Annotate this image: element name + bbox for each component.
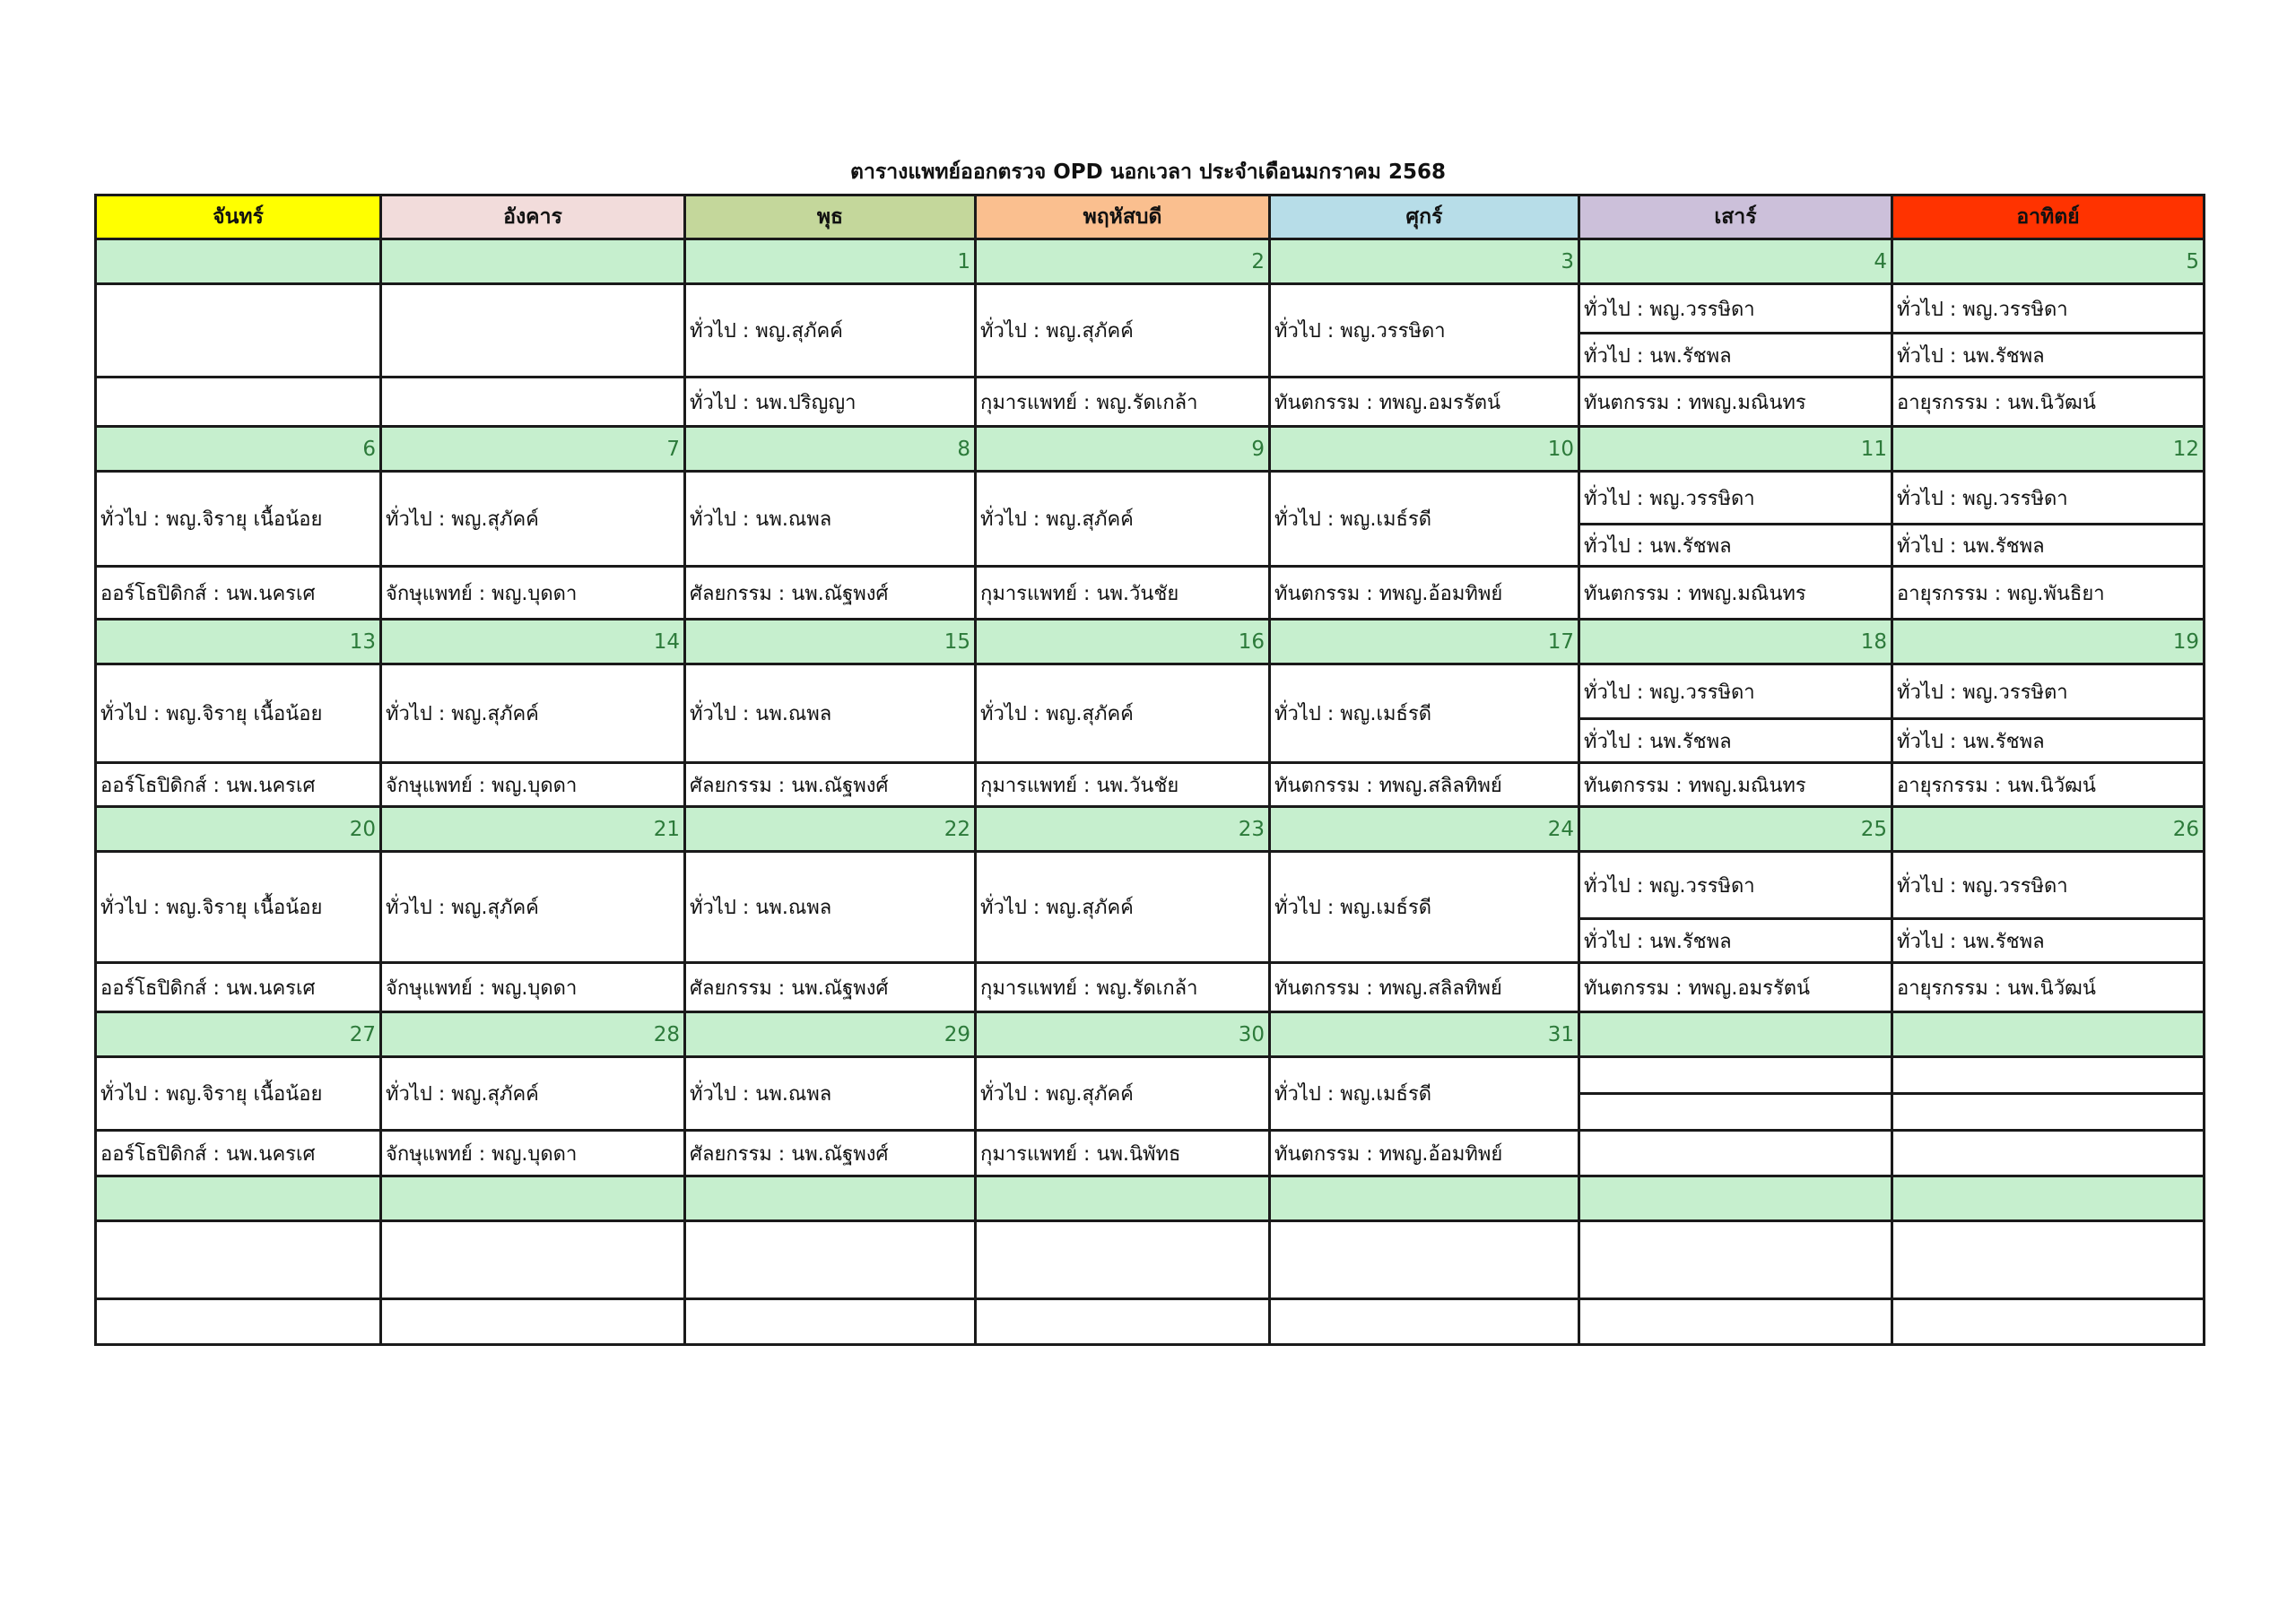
date-cell: 17 [1270,620,1579,664]
specialist-doctor-cell: ทันตกรรม : ทพญ.อมรรัตน์ [1270,378,1579,427]
date-cell: 10 [1270,427,1579,472]
weekend-doctor-cell: ทั่วไป : นพ.รัชพล [1892,525,2205,567]
specialist-doctor-cell: ทันตกรรม : ทพญ.อ้อมทิพย์ [1270,1131,1579,1176]
general-doctor-cell: ทั่วไป : พญ.จิรายุ เนื้อน้อย [96,472,381,567]
specialist-doctor-cell: จักษุแพทย์ : พญ.บุดดา [381,1131,685,1176]
empty-cell [976,1176,1270,1221]
weekend-doctor-cell: ทั่วไป : นพ.รัชพล [1579,334,1892,378]
general-doctor-cell: ทั่วไป : พญ.สุภัคค์ [381,472,685,567]
specialist-doctor-cell: ทันตกรรม : ทพญ.มณินทร [1579,378,1892,427]
date-cell: 4 [1579,239,1892,284]
schedule-table [94,194,2205,1346]
specialist-doctor-cell [96,378,381,427]
weekend-doctor-cell: ทั่วไป : นพ.รัชพล [1579,719,1892,763]
date-row [96,1012,2205,1057]
general-row [96,1057,2205,1094]
date-cell: 14 [381,620,685,664]
specialist-doctor-cell: ทันตกรรม : ทพญ.สลิลทิพย์ [1270,763,1579,807]
general-doctor-cell: ทั่วไป : นพ.ณพล [685,664,976,763]
general-doctor-cell: ทั่วไป : พญ.เมธ์รดี [1270,852,1579,963]
specialist-doctor-cell: ศัลยกรรม : นพ.ณัฐพงศ์ [685,763,976,807]
date-cell [381,239,685,284]
specialist-row [96,763,2205,807]
date-cell: 11 [1579,427,1892,472]
date-cell: 6 [96,427,381,472]
general-doctor-cell: ทั่วไป : พญ.สุภัคค์ [685,284,976,378]
general-doctor-cell: ทั่วไป : พญ.สุภัคค์ [976,472,1270,567]
specialist-doctor-cell: ออร์โธปิดิกส์ : นพ.นครเศ [96,763,381,807]
weekend-doctor-cell [1892,1094,2205,1131]
date-cell [96,239,381,284]
empty-cell [1579,1299,1892,1345]
weekend-doctor-cell [1579,1094,1892,1131]
specialist-doctor-cell: ออร์โธปิดิกส์ : นพ.นครเศ [96,567,381,620]
page-title: ตารางแพทย์ออกตรวจ OPD นอกเวลา ประจำเดือนมกราคม 2568 [850,161,1446,184]
weekend-doctor-cell: ทั่วไป : พญ.วรรษิดา [1579,664,1892,719]
weekday-header: จันทร์ [96,195,381,239]
specialist-doctor-cell: ทั่วไป : นพ.ปริญญา [685,378,976,427]
empty-cell [685,1299,976,1345]
empty-row [96,1221,2205,1299]
specialist-doctor-cell: ทันตกรรม : ทพญ.มณินทร [1579,763,1892,807]
weekday-header: อังคาร [381,195,685,239]
general-doctor-cell: ทั่วไป : พญ.สุภัคค์ [976,284,1270,378]
date-cell: 21 [381,807,685,852]
empty-cell [96,1221,381,1299]
date-row [96,239,2205,284]
general-row [96,852,2205,919]
general-doctor-cell: ทั่วไป : พญ.สุภัคค์ [976,852,1270,963]
specialist-doctor-cell: ทันตกรรม : ทพญ.สลิลทิพย์ [1270,963,1579,1012]
empty-cell [976,1221,1270,1299]
general-doctor-cell: ทั่วไป : พญ.สุภัคค์ [976,1057,1270,1131]
date-cell: 20 [96,807,381,852]
specialist-row [96,378,2205,427]
date-cell: 26 [1892,807,2205,852]
date-row [96,427,2205,472]
date-cell: 31 [1270,1012,1579,1057]
specialist-doctor-cell: ทันตกรรม : ทพญ.อ้อมทิพย์ [1270,567,1579,620]
specialist-doctor-cell [1579,1131,1892,1176]
specialist-doctor-cell: จักษุแพทย์ : พญ.บุดดา [381,763,685,807]
empty-cell [381,1176,685,1221]
date-cell: 23 [976,807,1270,852]
specialist-doctor-cell: ทันตกรรม : ทพญ.อมรรัตน์ [1579,963,1892,1012]
date-cell: 12 [1892,427,2205,472]
specialist-row [96,1131,2205,1176]
date-cell: 2 [976,239,1270,284]
specialist-row [96,567,2205,620]
date-cell [1892,1012,2205,1057]
specialist-doctor-cell: ทันตกรรม : ทพญ.มณินทร [1579,567,1892,620]
general-doctor-cell: ทั่วไป : พญ.สุภัคค์ [976,664,1270,763]
weekend-doctor-cell: ทั่วไป : นพ.รัชพล [1579,919,1892,963]
empty-cell [1579,1176,1892,1221]
empty-cell [685,1176,976,1221]
date-cell: 30 [976,1012,1270,1057]
empty-cell [1270,1176,1579,1221]
specialist-doctor-cell: ศัลยกรรม : นพ.ณัฐพงศ์ [685,1131,976,1176]
empty-date-row [96,1176,2205,1221]
empty-cell [1270,1299,1579,1345]
general-doctor-cell [96,284,381,378]
weekend-doctor-cell: ทั่วไป : พญ.วรรษิดา [1892,852,2205,919]
weekday-header: พฤหัสบดี [976,195,1270,239]
empty-cell [96,1299,381,1345]
general-doctor-cell: ทั่วไป : นพ.ณพล [685,852,976,963]
date-cell [1579,1012,1892,1057]
specialist-doctor-cell [381,378,685,427]
general-doctor-cell: ทั่วไป : พญ.จิรายุ เนื้อน้อย [96,1057,381,1131]
specialist-doctor-cell: จักษุแพทย์ : พญ.บุดดา [381,963,685,1012]
general-doctor-cell: ทั่วไป : นพ.ณพล [685,1057,976,1131]
weekend-doctor-cell: ทั่วไป : พญ.วรรษิตา [1892,664,2205,719]
specialist-doctor-cell: กุมารแพทย์ : นพ.วันชัย [976,763,1270,807]
weekend-doctor-cell: ทั่วไป : นพ.รัชพล [1892,719,2205,763]
general-doctor-cell: ทั่วไป : พญ.สุภัคค์ [381,664,685,763]
specialist-doctor-cell: ศัลยกรรม : นพ.ณัฐพงศ์ [685,963,976,1012]
date-cell: 18 [1579,620,1892,664]
specialist-doctor-cell: ออร์โธปิดิกส์ : นพ.นครเศ [96,963,381,1012]
weekend-doctor-cell [1579,1057,1892,1094]
general-row [96,284,2205,334]
weekend-doctor-cell [1892,1057,2205,1094]
general-doctor-cell: ทั่วไป : พญ.จิรายุ เนื้อน้อย [96,852,381,963]
general-row [96,664,2205,719]
date-cell: 24 [1270,807,1579,852]
specialist-doctor-cell: กุมารแพทย์ : นพ.นิพัทธ [976,1131,1270,1176]
empty-cell [381,1221,685,1299]
date-cell: 3 [1270,239,1579,284]
empty-cell [1892,1176,2205,1221]
weekend-doctor-cell: ทั่วไป : นพ.รัชพล [1892,919,2205,963]
weekend-doctor-cell: ทั่วไป : นพ.รัชพล [1579,525,1892,567]
empty-cell [381,1299,685,1345]
date-cell: 16 [976,620,1270,664]
date-cell: 25 [1579,807,1892,852]
date-cell: 15 [685,620,976,664]
date-row [96,620,2205,664]
general-doctor-cell: ทั่วไป : พญ.สุภัคค์ [381,852,685,963]
empty-cell [685,1221,976,1299]
general-doctor-cell: ทั่วไป : พญ.สุภัคค์ [381,1057,685,1131]
empty-cell [96,1176,381,1221]
general-doctor-cell [381,284,685,378]
weekday-header: พุธ [685,195,976,239]
weekend-doctor-cell: ทั่วไป : พญ.วรรษิดา [1892,284,2205,334]
date-cell: 28 [381,1012,685,1057]
general-row [96,472,2205,525]
specialist-doctor-cell: อายุรกรรม : นพ.นิวัฒน์ [1892,378,2205,427]
date-cell: 19 [1892,620,2205,664]
general-doctor-cell: ทั่วไป : พญ.เมธ์รดี [1270,664,1579,763]
general-doctor-cell: ทั่วไป : พญ.เมธ์รดี [1270,1057,1579,1131]
date-cell: 22 [685,807,976,852]
weekend-doctor-cell: ทั่วไป : พญ.วรรษิดา [1579,852,1892,919]
specialist-doctor-cell: ออร์โธปิดิกส์ : นพ.นครเศ [96,1131,381,1176]
date-cell: 13 [96,620,381,664]
specialist-doctor-cell [1892,1131,2205,1176]
general-doctor-cell: ทั่วไป : พญ.วรรษิดา [1270,284,1579,378]
weekday-header: อาทิตย์ [1892,195,2205,239]
general-doctor-cell: ทั่วไป : นพ.ณพล [685,472,976,567]
weekday-header: เสาร์ [1579,195,1892,239]
general-doctor-cell: ทั่วไป : พญ.จิรายุ เนื้อน้อย [96,664,381,763]
specialist-doctor-cell: กุมารแพทย์ : พญ.รัดเกล้า [976,963,1270,1012]
weekend-doctor-cell: ทั่วไป : พญ.วรรษิดา [1579,284,1892,334]
specialist-row [96,963,2205,1012]
date-cell: 9 [976,427,1270,472]
specialist-doctor-cell: ศัลยกรรม : นพ.ณัฐพงศ์ [685,567,976,620]
weekend-doctor-cell: ทั่วไป : พญ.วรรษิดา [1579,472,1892,525]
specialist-doctor-cell: จักษุแพทย์ : พญ.บุดดา [381,567,685,620]
date-cell: 8 [685,427,976,472]
empty-cell [1892,1299,2205,1345]
empty-cell [1579,1221,1892,1299]
empty-row [96,1299,2205,1345]
weekday-header-row [96,195,2205,239]
weekend-doctor-cell: ทั่วไป : นพ.รัชพล [1892,334,2205,378]
date-cell: 27 [96,1012,381,1057]
specialist-doctor-cell: กุมารแพทย์ : นพ.วันชัย [976,567,1270,620]
empty-cell [1892,1221,2205,1299]
general-doctor-cell: ทั่วไป : พญ.เมธ์รดี [1270,472,1579,567]
date-cell: 1 [685,239,976,284]
date-row [96,807,2205,852]
specialist-doctor-cell: กุมารแพทย์ : พญ.รัดเกล้า [976,378,1270,427]
date-cell: 29 [685,1012,976,1057]
specialist-doctor-cell: อายุรกรรม : นพ.นิวัฒน์ [1892,963,2205,1012]
weekend-doctor-cell: ทั่วไป : พญ.วรรษิดา [1892,472,2205,525]
date-cell: 7 [381,427,685,472]
empty-cell [1270,1221,1579,1299]
specialist-doctor-cell: อายุรกรรม : พญ.พันธิยา [1892,567,2205,620]
date-cell: 5 [1892,239,2205,284]
weekday-header: ศุกร์ [1270,195,1579,239]
specialist-doctor-cell: อายุรกรรม : นพ.นิวัฒน์ [1892,763,2205,807]
empty-cell [976,1299,1270,1345]
